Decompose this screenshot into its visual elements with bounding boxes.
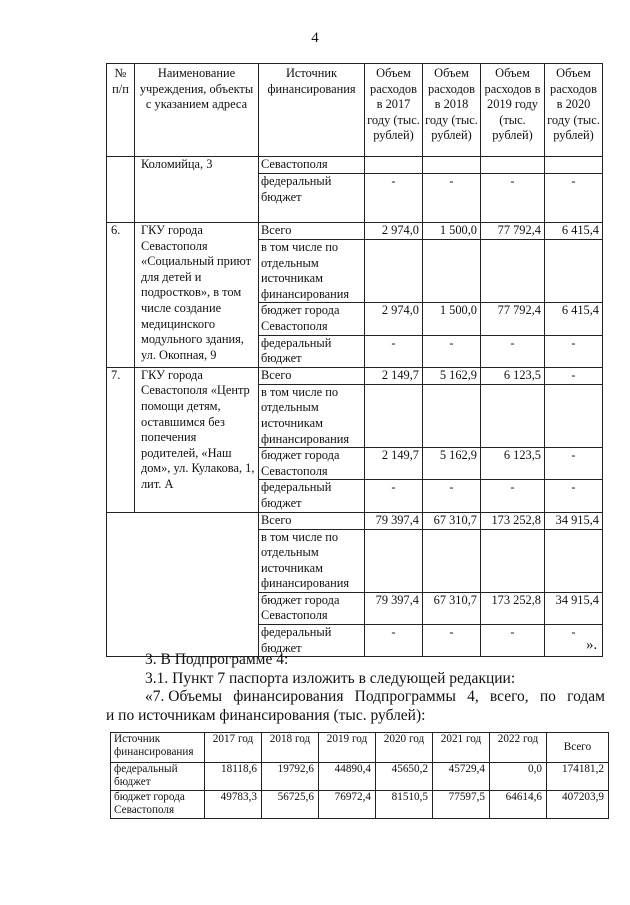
value-2017-cell: 2 974,0	[365, 303, 423, 335]
value-2022-cell: 64614,6	[490, 791, 547, 819]
value-2018-cell: 1 500,0	[423, 303, 481, 335]
total-label-cell	[107, 512, 259, 657]
value-total-cell: 407203,9	[547, 791, 609, 819]
value-2018-cell: -	[423, 625, 481, 657]
word: по	[539, 688, 556, 705]
value-2020-cell: -	[545, 174, 603, 223]
value-2019-cell: -	[481, 480, 545, 512]
paragraph-subprogram-heading: 3. В Подпрограмме 4:	[145, 651, 289, 668]
table-row	[111, 763, 609, 791]
value-total-cell: 174181,2	[547, 763, 609, 791]
value-2018-cell: -	[423, 480, 481, 512]
header-2018: 2018 год	[262, 733, 319, 763]
value-2019-cell: 6 123,5	[481, 448, 545, 480]
value-2018-cell: 5 162,9	[423, 367, 481, 384]
value-2018-cell	[423, 384, 481, 447]
value-2017-cell	[365, 240, 423, 303]
source-cell: федеральный бюджет	[111, 763, 205, 791]
value-2019-cell: 173 252,8	[481, 592, 545, 624]
value-2017-cell	[365, 384, 423, 447]
word: «7. Объемы	[145, 688, 223, 705]
table-row	[111, 791, 609, 819]
value-2020-cell: 34 915,4	[545, 592, 603, 624]
value-2017-cell: 79 397,4	[365, 592, 423, 624]
value-2020-cell: 45650,2	[376, 763, 433, 791]
value-2019-cell: -	[481, 335, 545, 367]
header-total: Всего	[547, 733, 609, 763]
value-2018-cell: 1 500,0	[423, 223, 481, 240]
source-cell: бюджет города Севастополя	[259, 448, 365, 480]
source-cell: бюджет города Севастополя	[259, 303, 365, 335]
source-cell: бюджет города Севастополя	[259, 592, 365, 624]
value-2017-cell: 79 397,4	[365, 512, 423, 529]
value-2020-cell: -	[545, 367, 603, 384]
value-2020-cell: 6 415,4	[545, 303, 603, 335]
value-2020-cell	[545, 157, 603, 174]
source-cell: в том числе по отдельным источникам финансирования	[259, 529, 365, 592]
institution-name-cell: Коломийца, 3	[135, 157, 259, 223]
header-2019: 2019 год	[319, 733, 376, 763]
value-2017-cell: -	[365, 480, 423, 512]
source-cell: федеральный бюджет	[259, 480, 365, 512]
value-2017-cell	[365, 157, 423, 174]
value-2017-cell	[365, 529, 423, 592]
value-2017-cell: 2 149,7	[365, 448, 423, 480]
header-2018: Объем расходов в 2018 году (тыс. рублей)	[423, 64, 481, 157]
value-2017-cell: 2 149,7	[365, 367, 423, 384]
value-2018-cell: 67 310,7	[423, 592, 481, 624]
source-cell: Всего	[259, 512, 365, 529]
value-2020-cell: 81510,5	[376, 791, 433, 819]
value-2018-cell: 19792,6	[262, 763, 319, 791]
row-num-cell	[107, 157, 135, 223]
closing-quote-mark: ».	[586, 637, 598, 653]
row-num-cell: 7.	[107, 367, 135, 512]
source-cell: Всего	[259, 223, 365, 240]
header-2021: 2021 год	[433, 733, 490, 763]
header-2020: 2020 год	[376, 733, 433, 763]
header-source: Источник финансирования	[259, 64, 365, 157]
value-2020-cell: -	[545, 335, 603, 367]
value-2019-cell	[481, 384, 545, 447]
source-cell: федеральный бюджет	[259, 174, 365, 223]
source-cell: Севастополя	[259, 157, 365, 174]
value-2019-cell: 44890,4	[319, 763, 376, 791]
value-2018-cell	[423, 240, 481, 303]
value-2017-cell: 18118,6	[205, 763, 262, 791]
value-2020-cell: -	[545, 625, 603, 657]
value-2018-cell	[423, 529, 481, 592]
source-cell: федеральный бюджет	[259, 335, 365, 367]
paragraph-clause: 3.1. Пункт 7 паспорта изложить в следующей редакции:	[145, 670, 516, 687]
value-2020-cell: -	[545, 480, 603, 512]
table-row	[107, 512, 603, 529]
table-header-row	[107, 64, 603, 157]
paragraph-quote-start	[145, 687, 605, 707]
institution-name-cell: ГКУ города Севастополя «Центр помощи детям, оставшимся без попечения родителей, «Наш дом», ул. Кулакова, 1, лит. А	[135, 367, 259, 512]
value-2019-cell	[481, 529, 545, 592]
header-2022: 2022 год	[490, 733, 547, 763]
value-2018-cell: -	[423, 335, 481, 367]
value-2017-cell: -	[365, 174, 423, 223]
word: Подпрограммы	[354, 688, 456, 705]
funding-objects-table	[106, 63, 603, 657]
table-header-row	[111, 733, 609, 763]
value-2019-cell	[481, 240, 545, 303]
word: всего,	[489, 688, 529, 705]
value-2018-cell: 5 162,9	[423, 448, 481, 480]
header-2017: Объем расходов в 2017 году (тыс. рублей)	[365, 64, 423, 157]
value-2020-cell: -	[545, 448, 603, 480]
value-2021-cell: 77597,5	[433, 791, 490, 819]
value-2020-cell: 6 415,4	[545, 223, 603, 240]
word: годам	[567, 688, 605, 705]
value-2017-cell: -	[365, 625, 423, 657]
value-2019-cell: 76972,4	[319, 791, 376, 819]
value-2020-cell: 34 915,4	[545, 512, 603, 529]
value-2020-cell	[545, 384, 603, 447]
value-2021-cell: 45729,4	[433, 763, 490, 791]
word: финансирования	[233, 688, 344, 705]
header-2020: Объем расходов в 2020 году (тыс. рублей)	[545, 64, 603, 157]
value-2019-cell: 6 123,5	[481, 367, 545, 384]
header-2019: Объем расходов в 2019 году (тыс. рублей)	[481, 64, 545, 157]
value-2018-cell	[423, 157, 481, 174]
source-cell: бюджет города Севастополя	[111, 791, 205, 819]
table-row	[107, 367, 603, 384]
page-number: 4	[311, 30, 319, 46]
value-2019-cell: -	[481, 174, 545, 223]
value-2019-cell	[481, 157, 545, 174]
value-2017-cell: -	[365, 335, 423, 367]
word: 4,	[467, 688, 479, 705]
value-2020-cell	[545, 529, 603, 592]
value-2019-cell: 77 792,4	[481, 303, 545, 335]
source-cell: в том числе по отдельным источникам финансирования	[259, 384, 365, 447]
source-cell: Всего	[259, 367, 365, 384]
subprogram-funding-table	[110, 732, 609, 819]
value-2018-cell: 56725,6	[262, 791, 319, 819]
table-row	[107, 223, 603, 240]
value-2019-cell: 77 792,4	[481, 223, 545, 240]
header-num: № п/п	[107, 64, 135, 157]
row-num-cell: 6.	[107, 223, 135, 368]
value-2020-cell	[545, 240, 603, 303]
value-2018-cell: 67 310,7	[423, 512, 481, 529]
table-row	[107, 157, 603, 174]
header-2017: 2017 год	[205, 733, 262, 763]
header-source: Источник финансирования	[111, 733, 205, 763]
institution-name-cell: ГКУ города Севастополя «Социальный приют для детей и подростков», в том числе создание медицинского модульного здания, ул. Окопная, 9	[135, 223, 259, 368]
value-2019-cell: 173 252,8	[481, 512, 545, 529]
header-name: Наименование учреждения, объекты с указанием адреса	[135, 64, 259, 157]
paragraph-quote-continuation: и по источникам финансирования (тыс. рублей):	[106, 707, 426, 724]
value-2017-cell: 2 974,0	[365, 223, 423, 240]
source-cell: в том числе по отдельным источникам финансирования	[259, 240, 365, 303]
value-2019-cell: -	[481, 625, 545, 657]
value-2017-cell: 49783,3	[205, 791, 262, 819]
value-2022-cell: 0,0	[490, 763, 547, 791]
source-cell: федеральный бюджет	[259, 625, 365, 657]
value-2018-cell: -	[423, 174, 481, 223]
